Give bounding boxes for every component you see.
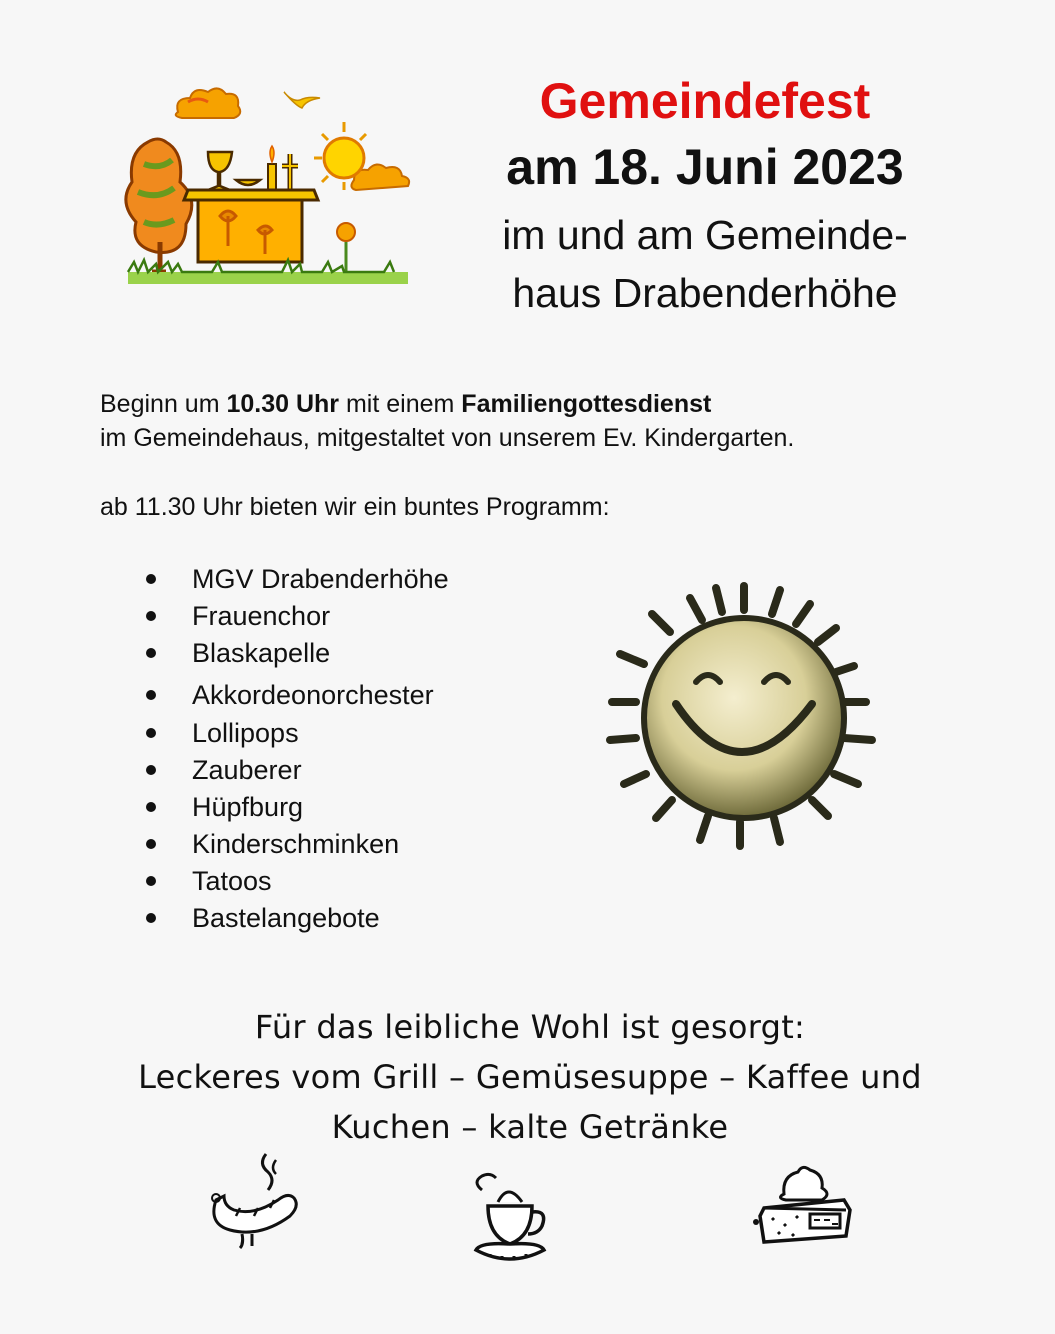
altar-illustration — [108, 82, 428, 294]
bullet-icon — [146, 765, 156, 775]
bullet-icon — [146, 690, 156, 700]
bullet-icon — [146, 802, 156, 812]
event-place-line1: im und am Gemeinde- — [502, 212, 908, 258]
smiley-sun-icon — [604, 578, 904, 868]
event-place-line2: haus Drabenderhöhe — [512, 270, 898, 316]
food-block — [110, 1002, 950, 1152]
bullet-icon — [146, 876, 156, 886]
bullet-icon — [146, 648, 156, 658]
program-lead: ab 11.30 Uhr bieten wir ein buntes Programm: — [100, 493, 610, 521]
intro-text — [100, 387, 1000, 455]
title-block — [440, 70, 970, 322]
event-title: Gemeindefest — [539, 73, 871, 129]
bullet-icon — [146, 839, 156, 849]
flyer-page: Gemeindefest am 18. Juni 2023 im und am Gemeinde- haus Drabenderhöhe Beginn um 10.30 Uhr mit einem Familiengottesdienst im Gemeindehaus, mitgestaltet von unserem Ev. Kindergarten. ab 11.30 Uhr bieten wir ein buntes Programm: MGV Drabenderhöhe Frauenchor Blaskapelle Akkordeonorchester Lollipops Zauberer Hüpfburg Kinderschminken Tatoos Bastelangebote Für das leibliche Wohl ist gesorgt: Leckeres vom Grill – Gemüsesuppe – Kaffee und Kuchen – kalte Getränke — [0, 0, 1055, 1334]
food-line2: Leckeres vom Grill – Gemüsesuppe – Kaffee und — [138, 1058, 922, 1096]
food-line3: Kuchen – kalte Getränke — [331, 1108, 729, 1146]
event-date: am 18. Juni 2023 — [506, 139, 904, 195]
bullet-icon — [146, 728, 156, 738]
bullet-icon — [146, 913, 156, 923]
intro-part2: mit einem — [339, 390, 462, 418]
start-time: 10.30 Uhr — [226, 390, 340, 418]
intro-line2: im Gemeindehaus, mitgestaltet von unserem Ev. Kindergarten. — [100, 424, 795, 452]
bullet-icon — [146, 574, 156, 584]
bullet-icon — [146, 611, 156, 621]
sausage-icon — [206, 1150, 302, 1260]
cake-icon — [748, 1164, 860, 1248]
coffee-cup-icon — [462, 1172, 558, 1274]
food-line1: Für das leibliche Wohl ist gesorgt: — [254, 1008, 806, 1046]
intro-part1: Beginn um — [100, 390, 227, 418]
event-place — [440, 206, 970, 322]
service-name: Familiengottesdienst — [461, 390, 712, 418]
